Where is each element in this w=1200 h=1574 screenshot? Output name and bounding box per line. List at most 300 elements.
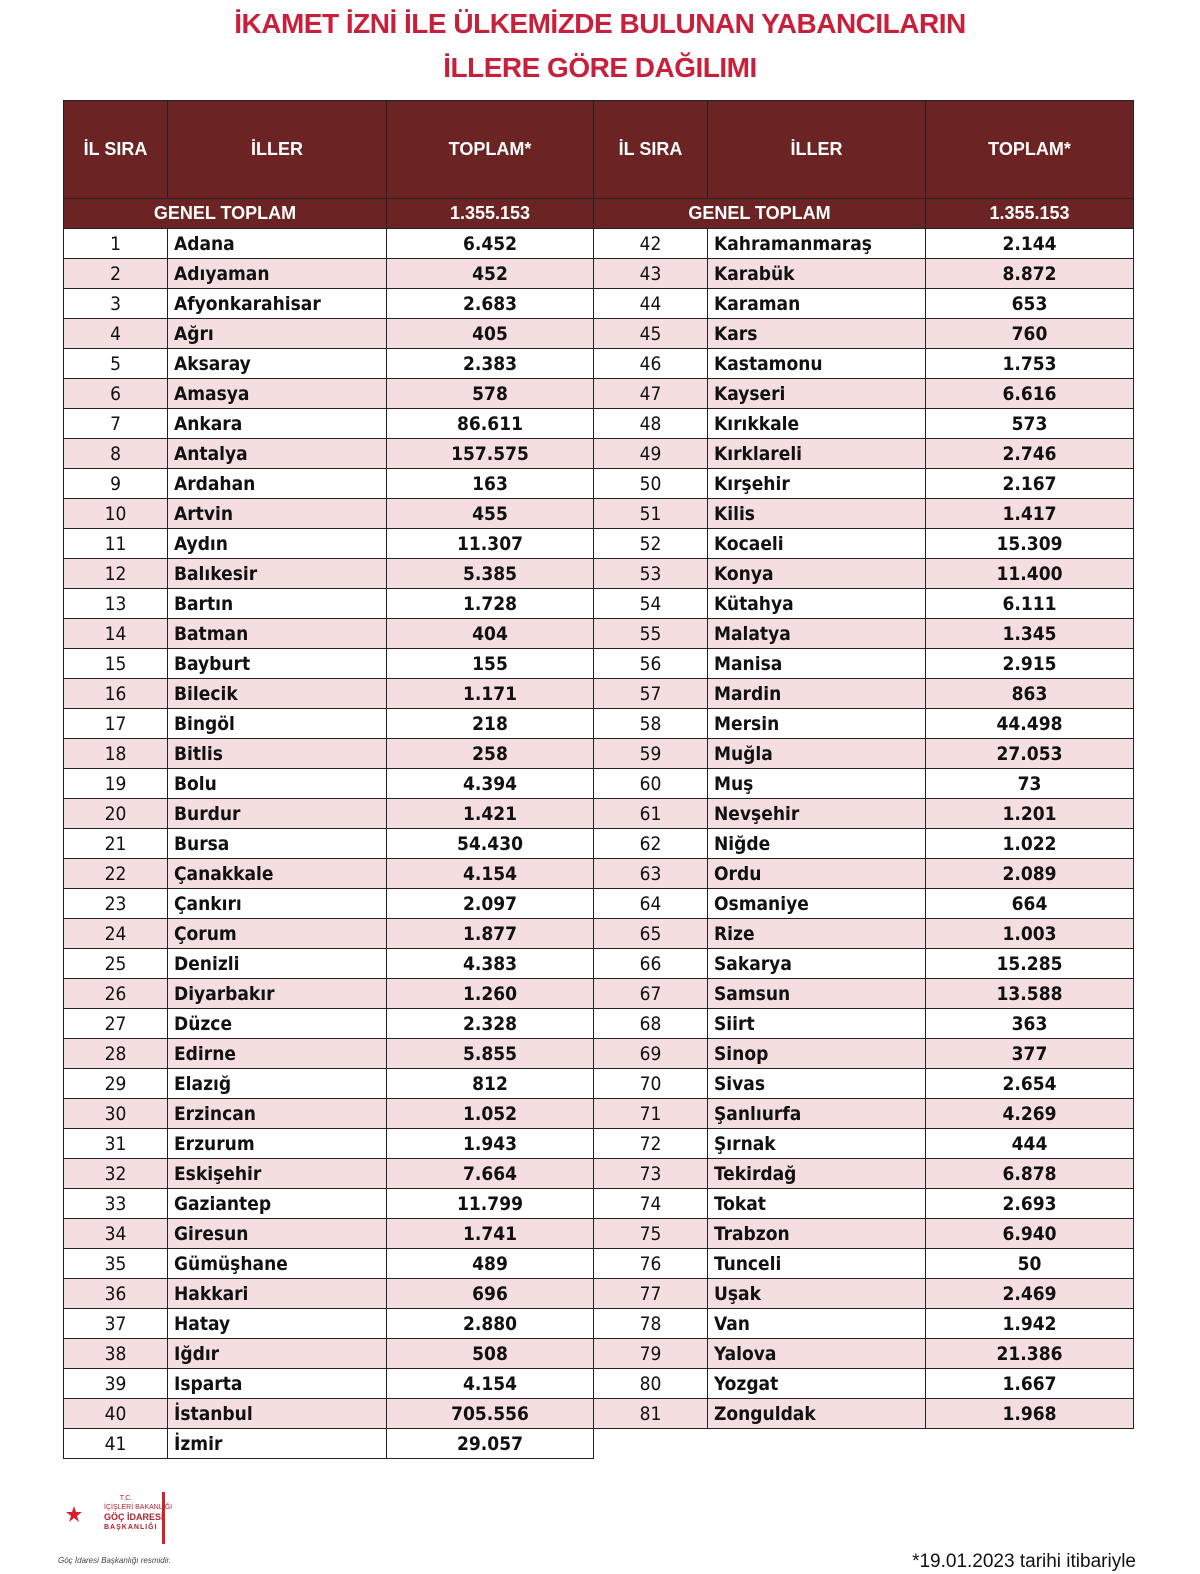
row-sira: 75 xyxy=(594,1219,708,1249)
row-sira: 76 xyxy=(594,1249,708,1279)
row-il: Giresun xyxy=(168,1219,387,1249)
row-il: Uşak xyxy=(708,1279,926,1309)
table-row xyxy=(64,619,594,649)
row-il: Ordu xyxy=(708,859,926,889)
row-toplam: 1.003 xyxy=(926,919,1134,949)
row-sira: 34 xyxy=(64,1219,168,1249)
row-toplam: 50 xyxy=(926,1249,1134,1279)
table-row xyxy=(64,769,594,799)
table-row xyxy=(594,889,1134,919)
row-il: Rize xyxy=(708,919,926,949)
row-toplam: 404 xyxy=(387,619,594,649)
row-toplam: 863 xyxy=(926,679,1134,709)
row-sira: 45 xyxy=(594,319,708,349)
row-sira: 58 xyxy=(594,709,708,739)
table-row xyxy=(594,1159,1134,1189)
row-il: Bayburt xyxy=(168,649,387,679)
table-row xyxy=(594,1369,1134,1399)
row-il: Bolu xyxy=(168,769,387,799)
row-toplam: 6.111 xyxy=(926,589,1134,619)
row-il: Kastamonu xyxy=(708,349,926,379)
table-row xyxy=(64,679,594,709)
row-sira: 67 xyxy=(594,979,708,1009)
table-row xyxy=(594,379,1134,409)
row-toplam: 15.309 xyxy=(926,529,1134,559)
logo-caption: Göç İdaresi Başkanlığı resmidir. xyxy=(58,1556,172,1565)
row-toplam: 54.430 xyxy=(387,829,594,859)
table-row xyxy=(64,349,594,379)
row-toplam: 1.171 xyxy=(387,679,594,709)
row-toplam: 29.057 xyxy=(387,1429,594,1459)
table-row xyxy=(64,919,594,949)
table-row xyxy=(594,319,1134,349)
table-row xyxy=(64,1279,594,1309)
row-sira: 3 xyxy=(64,289,168,319)
table-row xyxy=(64,589,594,619)
row-toplam: 155 xyxy=(387,649,594,679)
row-toplam: 7.664 xyxy=(387,1159,594,1189)
row-toplam: 2.746 xyxy=(926,439,1134,469)
row-toplam: 2.097 xyxy=(387,889,594,919)
row-il: Kırşehir xyxy=(708,469,926,499)
table-row xyxy=(594,1099,1134,1129)
table-row xyxy=(594,1279,1134,1309)
row-toplam: 455 xyxy=(387,499,594,529)
row-sira: 41 xyxy=(64,1429,168,1459)
row-sira: 31 xyxy=(64,1129,168,1159)
row-il: Artvin xyxy=(168,499,387,529)
genel-toplam-value: 1.355.153 xyxy=(926,199,1134,229)
header-sira: İL SIRA xyxy=(594,101,708,199)
row-il: İzmir xyxy=(168,1429,387,1459)
table-row xyxy=(64,379,594,409)
table-row xyxy=(594,439,1134,469)
table-row xyxy=(64,649,594,679)
row-sira: 24 xyxy=(64,919,168,949)
row-toplam: 705.556 xyxy=(387,1399,594,1429)
genel-toplam-label: GENEL TOPLAM xyxy=(64,199,387,229)
row-il: Mardin xyxy=(708,679,926,709)
row-sira: 63 xyxy=(594,859,708,889)
logo-text xyxy=(104,1494,172,1532)
table-row xyxy=(64,1099,594,1129)
table-row xyxy=(64,799,594,829)
row-il: Bitlis xyxy=(168,739,387,769)
row-toplam: 2.144 xyxy=(926,229,1134,259)
row-sira: 40 xyxy=(64,1399,168,1429)
row-sira: 7 xyxy=(64,409,168,439)
row-toplam: 508 xyxy=(387,1339,594,1369)
table-row xyxy=(64,889,594,919)
row-il: Osmaniye xyxy=(708,889,926,919)
row-sira: 46 xyxy=(594,349,708,379)
row-sira: 70 xyxy=(594,1069,708,1099)
row-toplam: 6.878 xyxy=(926,1159,1134,1189)
row-il: Ankara xyxy=(168,409,387,439)
table-row xyxy=(64,1159,594,1189)
page-title-line-2: İLLERE GÖRE DAĞILIMI xyxy=(443,52,757,83)
row-toplam: 163 xyxy=(387,469,594,499)
row-il: Karaman xyxy=(708,289,926,319)
row-sira: 36 xyxy=(64,1279,168,1309)
row-il: Siirt xyxy=(708,1009,926,1039)
logo-line-3: GÖÇ İDARESİ xyxy=(104,1512,164,1522)
row-il: Kayseri xyxy=(708,379,926,409)
row-sira: 59 xyxy=(594,739,708,769)
table-row xyxy=(594,499,1134,529)
row-sira: 55 xyxy=(594,619,708,649)
row-sira: 28 xyxy=(64,1039,168,1069)
table-row xyxy=(594,1039,1134,1069)
row-il: Denizli xyxy=(168,949,387,979)
table-row xyxy=(594,1189,1134,1219)
table-row xyxy=(594,229,1134,259)
table-row xyxy=(64,499,594,529)
row-toplam: 6.940 xyxy=(926,1219,1134,1249)
row-sira: 74 xyxy=(594,1189,708,1219)
row-toplam: 2.654 xyxy=(926,1069,1134,1099)
row-il: Karabük xyxy=(708,259,926,289)
row-il: Bilecik xyxy=(168,679,387,709)
row-il: Nevşehir xyxy=(708,799,926,829)
row-sira: 27 xyxy=(64,1009,168,1039)
table-row xyxy=(594,289,1134,319)
row-il: Afyonkarahisar xyxy=(168,289,387,319)
row-toplam: 489 xyxy=(387,1249,594,1279)
table-row xyxy=(64,559,594,589)
row-il: Yalova xyxy=(708,1339,926,1369)
row-toplam: 1.417 xyxy=(926,499,1134,529)
header-iller: İLLER xyxy=(708,101,926,199)
row-il: Samsun xyxy=(708,979,926,1009)
row-toplam: 8.872 xyxy=(926,259,1134,289)
row-il: Kars xyxy=(708,319,926,349)
row-il: Balıkesir xyxy=(168,559,387,589)
row-toplam: 2.383 xyxy=(387,349,594,379)
row-il: Elazığ xyxy=(168,1069,387,1099)
row-il: İstanbul xyxy=(168,1399,387,1429)
row-il: Muş xyxy=(708,769,926,799)
table-row xyxy=(594,1219,1134,1249)
row-il: Bingöl xyxy=(168,709,387,739)
row-sira: 56 xyxy=(594,649,708,679)
table-row xyxy=(594,1069,1134,1099)
row-sira: 18 xyxy=(64,739,168,769)
row-sira: 25 xyxy=(64,949,168,979)
table-row xyxy=(594,799,1134,829)
table-row xyxy=(594,679,1134,709)
row-il: Erzincan xyxy=(168,1099,387,1129)
table-row xyxy=(64,1249,594,1279)
row-sira: 35 xyxy=(64,1249,168,1279)
table-row xyxy=(594,1399,1134,1429)
table-row xyxy=(594,1249,1134,1279)
row-toplam: 1.667 xyxy=(926,1369,1134,1399)
row-il: Kırıkkale xyxy=(708,409,926,439)
genel-toplam-value: 1.355.153 xyxy=(387,199,594,229)
row-toplam: 73 xyxy=(926,769,1134,799)
table-row xyxy=(594,1009,1134,1039)
table-row xyxy=(64,1189,594,1219)
row-toplam: 1.943 xyxy=(387,1129,594,1159)
table-row xyxy=(64,1129,594,1159)
table-row xyxy=(594,529,1134,559)
row-sira: 9 xyxy=(64,469,168,499)
row-toplam: 11.799 xyxy=(387,1189,594,1219)
row-sira: 64 xyxy=(594,889,708,919)
row-il: Bartın xyxy=(168,589,387,619)
row-toplam: 5.855 xyxy=(387,1039,594,1069)
row-sira: 61 xyxy=(594,799,708,829)
row-sira: 23 xyxy=(64,889,168,919)
row-sira: 20 xyxy=(64,799,168,829)
row-sira: 32 xyxy=(64,1159,168,1189)
row-il: Trabzon xyxy=(708,1219,926,1249)
row-sira: 26 xyxy=(64,979,168,1009)
row-sira: 8 xyxy=(64,439,168,469)
row-sira: 69 xyxy=(594,1039,708,1069)
row-sira: 33 xyxy=(64,1189,168,1219)
row-toplam: 2.328 xyxy=(387,1009,594,1039)
row-sira: 44 xyxy=(594,289,708,319)
row-toplam: 452 xyxy=(387,259,594,289)
row-il: Sinop xyxy=(708,1039,926,1069)
logo-line-4: BAŞKANLIĞI xyxy=(104,1524,158,1531)
row-il: Amasya xyxy=(168,379,387,409)
table-row xyxy=(594,259,1134,289)
row-il: Iğdır xyxy=(168,1339,387,1369)
table-row xyxy=(594,1339,1134,1369)
table-row xyxy=(594,469,1134,499)
row-sira: 72 xyxy=(594,1129,708,1159)
row-sira: 37 xyxy=(64,1309,168,1339)
row-toplam: 44.498 xyxy=(926,709,1134,739)
row-toplam: 4.154 xyxy=(387,859,594,889)
table-row xyxy=(594,559,1134,589)
row-il: Hakkari xyxy=(168,1279,387,1309)
row-toplam: 6.452 xyxy=(387,229,594,259)
row-il: Muğla xyxy=(708,739,926,769)
header-toplam: TOPLAM* xyxy=(926,101,1134,199)
row-il: Adana xyxy=(168,229,387,259)
table-row xyxy=(64,1399,594,1429)
row-toplam: 1.201 xyxy=(926,799,1134,829)
row-toplam: 157.575 xyxy=(387,439,594,469)
row-sira: 81 xyxy=(594,1399,708,1429)
row-il: Antalya xyxy=(168,439,387,469)
row-sira: 4 xyxy=(64,319,168,349)
row-il: Adıyaman xyxy=(168,259,387,289)
genel-toplam-row xyxy=(64,199,594,229)
row-toplam: 1.942 xyxy=(926,1309,1134,1339)
row-sira: 79 xyxy=(594,1339,708,1369)
row-sira: 53 xyxy=(594,559,708,589)
row-il: Tekirdağ xyxy=(708,1159,926,1189)
table-row xyxy=(594,349,1134,379)
row-toplam: 86.611 xyxy=(387,409,594,439)
header-iller: İLLER xyxy=(168,101,387,199)
row-sira: 13 xyxy=(64,589,168,619)
row-sira: 71 xyxy=(594,1099,708,1129)
row-toplam: 2.469 xyxy=(926,1279,1134,1309)
row-sira: 43 xyxy=(594,259,708,289)
table-row xyxy=(64,259,594,289)
row-sira: 54 xyxy=(594,589,708,619)
row-toplam: 1.753 xyxy=(926,349,1134,379)
table-row xyxy=(594,769,1134,799)
table-row xyxy=(64,469,594,499)
row-toplam: 15.285 xyxy=(926,949,1134,979)
row-il: Tunceli xyxy=(708,1249,926,1279)
row-toplam: 1.741 xyxy=(387,1219,594,1249)
row-il: Diyarbakır xyxy=(168,979,387,1009)
table-row xyxy=(594,829,1134,859)
row-toplam: 11.400 xyxy=(926,559,1134,589)
table-row xyxy=(64,859,594,889)
logo-line-2: İÇİŞLERİ BAKANLIĞI xyxy=(104,1504,173,1511)
row-il: Mersin xyxy=(708,709,926,739)
table-row xyxy=(64,319,594,349)
table-header-row xyxy=(594,101,1134,199)
row-sira: 12 xyxy=(64,559,168,589)
row-il: Edirne xyxy=(168,1039,387,1069)
row-sira: 66 xyxy=(594,949,708,979)
row-toplam: 1.728 xyxy=(387,589,594,619)
table-row xyxy=(594,859,1134,889)
row-toplam: 1.345 xyxy=(926,619,1134,649)
row-sira: 57 xyxy=(594,679,708,709)
table-row xyxy=(64,829,594,859)
table-row xyxy=(64,439,594,469)
row-sira: 50 xyxy=(594,469,708,499)
row-il: Gaziantep xyxy=(168,1189,387,1219)
row-sira: 21 xyxy=(64,829,168,859)
table-row xyxy=(594,589,1134,619)
row-il: Sivas xyxy=(708,1069,926,1099)
row-sira: 15 xyxy=(64,649,168,679)
row-sira: 22 xyxy=(64,859,168,889)
row-toplam: 578 xyxy=(387,379,594,409)
row-toplam: 11.307 xyxy=(387,529,594,559)
row-il: Kahramanmaraş xyxy=(708,229,926,259)
row-il: Kilis xyxy=(708,499,926,529)
row-sira: 39 xyxy=(64,1369,168,1399)
table-row xyxy=(64,979,594,1009)
row-sira: 42 xyxy=(594,229,708,259)
row-sira: 1 xyxy=(64,229,168,259)
row-sira: 65 xyxy=(594,919,708,949)
row-toplam: 13.588 xyxy=(926,979,1134,1009)
row-toplam: 653 xyxy=(926,289,1134,319)
row-toplam: 2.693 xyxy=(926,1189,1134,1219)
row-sira: 52 xyxy=(594,529,708,559)
row-il: Şanlıurfa xyxy=(708,1099,926,1129)
row-toplam: 1.421 xyxy=(387,799,594,829)
row-sira: 19 xyxy=(64,769,168,799)
row-il: Çankırı xyxy=(168,889,387,919)
row-toplam: 1.022 xyxy=(926,829,1134,859)
row-il: Kütahya xyxy=(708,589,926,619)
row-toplam: 1.968 xyxy=(926,1399,1134,1429)
row-sira: 17 xyxy=(64,709,168,739)
row-toplam: 6.616 xyxy=(926,379,1134,409)
row-sira: 80 xyxy=(594,1369,708,1399)
table-row xyxy=(64,709,594,739)
row-toplam: 5.385 xyxy=(387,559,594,589)
row-toplam: 2.683 xyxy=(387,289,594,319)
table-row xyxy=(594,979,1134,1009)
row-il: Çanakkale xyxy=(168,859,387,889)
footnote-date: *19.01.2023 tarihi itibariyle xyxy=(912,1551,1136,1572)
row-sira: 38 xyxy=(64,1339,168,1369)
header-toplam: TOPLAM* xyxy=(387,101,594,199)
row-toplam: 760 xyxy=(926,319,1134,349)
province-table-right xyxy=(593,100,1134,1429)
row-il: Ağrı xyxy=(168,319,387,349)
star-icon xyxy=(66,1506,82,1522)
row-sira: 49 xyxy=(594,439,708,469)
row-sira: 10 xyxy=(64,499,168,529)
table-row xyxy=(594,709,1134,739)
row-sira: 29 xyxy=(64,1069,168,1099)
table-row xyxy=(64,1069,594,1099)
row-il: Zonguldak xyxy=(708,1399,926,1429)
row-sira: 73 xyxy=(594,1159,708,1189)
table-row xyxy=(64,949,594,979)
row-sira: 78 xyxy=(594,1309,708,1339)
row-toplam: 4.154 xyxy=(387,1369,594,1399)
table-row xyxy=(594,409,1134,439)
row-il: Eskişehir xyxy=(168,1159,387,1189)
table-row xyxy=(64,229,594,259)
genel-toplam-row xyxy=(594,199,1134,229)
table-row xyxy=(64,739,594,769)
row-sira: 2 xyxy=(64,259,168,289)
table-row xyxy=(594,739,1134,769)
province-table-left xyxy=(63,100,594,1459)
row-toplam: 2.880 xyxy=(387,1309,594,1339)
row-il: Erzurum xyxy=(168,1129,387,1159)
row-toplam: 812 xyxy=(387,1069,594,1099)
table-row xyxy=(594,619,1134,649)
row-sira: 60 xyxy=(594,769,708,799)
row-toplam: 2.167 xyxy=(926,469,1134,499)
row-sira: 6 xyxy=(64,379,168,409)
row-sira: 62 xyxy=(594,829,708,859)
page-title-line-1: İKAMET İZNİ İLE ÜLKEMİZDE BULUNAN YABANCILARIN xyxy=(234,8,966,39)
row-il: Hatay xyxy=(168,1309,387,1339)
row-sira: 51 xyxy=(594,499,708,529)
row-toplam: 696 xyxy=(387,1279,594,1309)
row-il: Manisa xyxy=(708,649,926,679)
row-toplam: 21.386 xyxy=(926,1339,1134,1369)
table-row xyxy=(64,1369,594,1399)
row-toplam: 4.394 xyxy=(387,769,594,799)
header-sira: İL SIRA xyxy=(64,101,168,199)
row-il: Aydın xyxy=(168,529,387,559)
row-il: Burdur xyxy=(168,799,387,829)
table-header-row xyxy=(64,101,594,199)
row-toplam: 27.053 xyxy=(926,739,1134,769)
row-toplam: 218 xyxy=(387,709,594,739)
table-row xyxy=(64,1039,594,1069)
row-toplam: 664 xyxy=(926,889,1134,919)
table-row xyxy=(594,649,1134,679)
row-toplam: 377 xyxy=(926,1039,1134,1069)
row-toplam: 2.089 xyxy=(926,859,1134,889)
row-il: Tokat xyxy=(708,1189,926,1219)
row-sira: 68 xyxy=(594,1009,708,1039)
